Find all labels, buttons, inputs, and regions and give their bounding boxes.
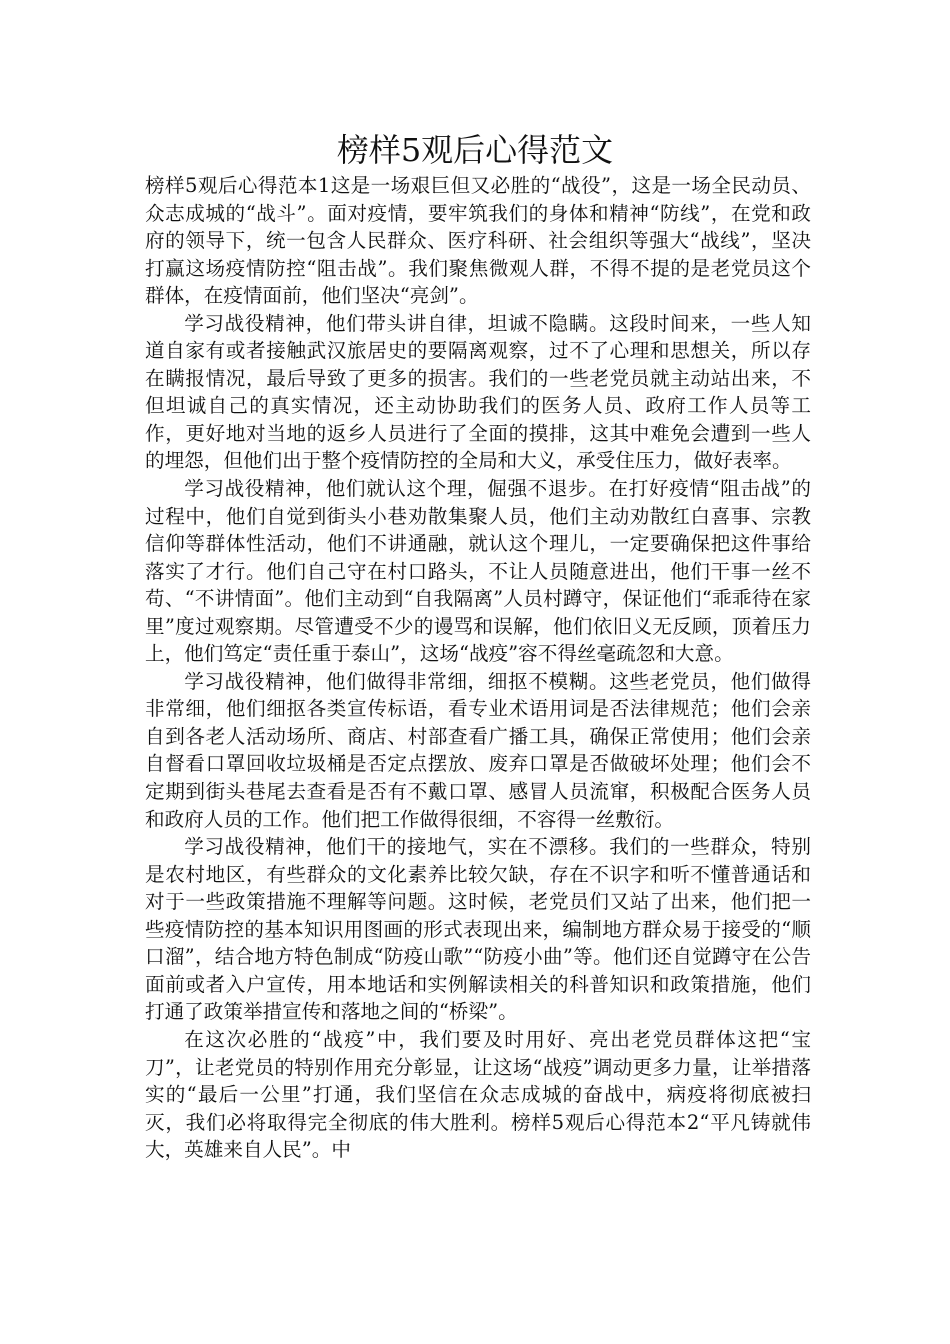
document-body xyxy=(145,172,811,1164)
document-title: 榜样5观后心得范文 xyxy=(336,131,614,169)
paragraph-4: 学习战役精神，他们做得非常细，细抠不模糊。这些老党员，他们做得非常细，他们细抠各类宣传标语，看专业术语用词是否法律规范；他们会亲自到各老人活动场所、商店、村部查看广播工具，确保正常使用；他们会亲自督看口罩回收垃圾桶是否定点摆放、废弃口罩是否做破坏处理；他们会不定期到街头巷尾去查看是否有不戴口罩、感冒人员流窜，积极配合医务人员和政府人员的工作。他们把工作做得很细，不容得一丝敷衍。 xyxy=(145,669,811,831)
paragraph-2: 学习战役精神，他们带头讲自律，坦诚不隐瞒。这段时间来，一些人知道自家有或者接触武汉旅居史的要隔离观察，过不了心理和思想关，所以存在瞒报情况，最后导致了更多的损害。我们的一些老党员就主动站出来，不但坦诚自己的真实情况，还主动协助我们的医务人员、政府工作人员等工作，更好地对当地的返乡人员进行了全面的摸排，这其中难免会遭到一些人的埋怨，但他们出于整个疫情防控的全局和大义，承受住压力，做好表率。 xyxy=(145,311,811,473)
paragraph-3: 学习战役精神，他们就认这个理，倔强不退步。在打好疫情“阻击战”的过程中，他们自觉到街头小巷劝散集聚人员，他们主动劝散红白喜事、宗教信仰等群体性活动，他们不讲通融，就认这个理儿，一定要确保把这件事给落实了才行。他们自己守在村口路头，不让人员随意进出，他们干事一丝不苟、“不讲情面”。他们主动到“自我隔离”人员村蹲守，保证他们“乖乖待在家里”度过观察期。尽管遭受不少的谩骂和误解，他们依旧义无反顾，顶着压力上，他们笃定“责任重于泰山”，这场“战疫”容不得丝毫疏忽和大意。 xyxy=(145,477,811,666)
paragraph-1: 榜样5观后心得范本1这是一场艰巨但又必胜的“战役”，这是一场全民动员、众志成城的“战斗”。面对疫情，要牢筑我们的身体和精神“防线”，在党和政府的领导下，统一包含人民群众、医疗科研、社会组织等强大“战线”，坚决打赢这场疫情防控“阻击战”。我们聚焦微观人群，不得不提的是老党员这个群体，在疫情面前，他们坚决“亮剑”。 xyxy=(145,174,811,308)
paragraph-6: 在这次必胜的“战疫”中，我们要及时用好、亮出老党员群体这把“宝刀”，让老党员的特别作用充分彰显，让这场“战疫”调动更多力量，让举措落实的“最后一公里”打通，我们坚信在众志成城的奋战中，病疫将彻底被扫灭，我们必将取得完全彻底的伟大胜利。榜样5观后心得范本2“平凡铸就伟大，英雄来自人民”。中 xyxy=(145,1027,811,1162)
paragraph-5: 学习战役精神，他们干的接地气，实在不漂移。我们的一些群众，特别是农村地区，有些群众的文化素养比较欠缺，存在不识字和听不懂普通话和对于一些政策措施不理解等问题。这时候，老党员们又站了出来，他们把一些疫情防控的基本知识用图画的形式表现出来，编制地方群众易于接受的“顺口溜”，结合地方特色制成“防疫山歌”“防疫小曲”等。他们还自觉蹲守在公告面前或者入户宣传，用本地话和实例解读相关的科普知识和政策措施，他们打通了政策举措宣传和落地之间的“桥梁”。 xyxy=(145,835,811,1024)
